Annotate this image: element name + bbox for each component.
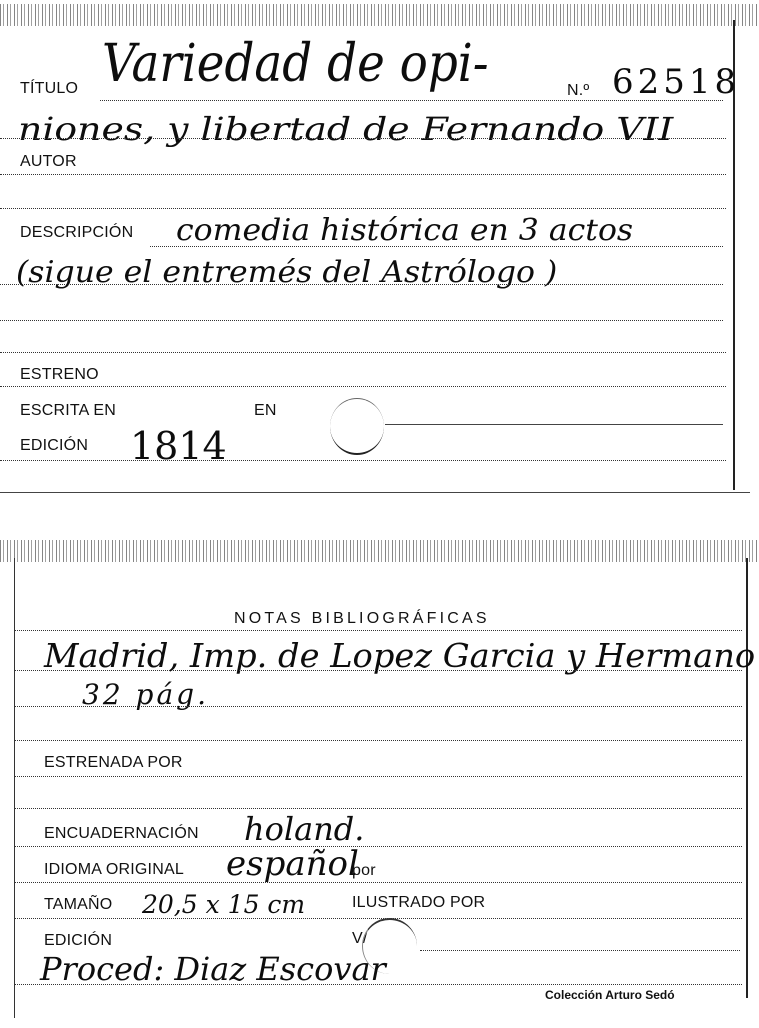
descripcion-line3 (0, 320, 723, 321)
descripcion-line (150, 246, 723, 247)
descripcion-label: DESCRIPCIÓN (20, 224, 134, 241)
faded-stamp (330, 398, 384, 455)
edicion2-line (420, 950, 740, 951)
estrenada-line2 (14, 808, 742, 809)
procedencia-handwritten: Proced: Diaz Escovar (40, 950, 386, 988)
card-bottom-edge-speckle (0, 540, 759, 562)
notas-bibliograficas-heading: NOTAS BIBLIOGRÁFICAS (234, 610, 490, 627)
en-label: EN (254, 402, 277, 419)
autor-line2 (0, 208, 726, 209)
notas-line1 (14, 630, 742, 631)
escrita-en-line (385, 424, 723, 425)
descripcion-line2 (0, 284, 723, 285)
descripcion-handwritten-line1: comedia histórica en 3 actos (176, 213, 634, 248)
numero-handwritten: 62518 (612, 62, 741, 102)
estrenada-line (14, 776, 742, 777)
descripcion-line4 (0, 352, 726, 353)
v-label: V/ (352, 930, 368, 947)
card2-right-edge (746, 558, 748, 998)
coleccion-footer: Colección Arturo Sedó (545, 988, 675, 1002)
notas-handwritten-line2: 32 pág. (82, 678, 209, 711)
descripcion-handwritten-line2: (sigue el entremés del Astrólogo ) (16, 255, 558, 290)
notas-line2 (14, 670, 742, 671)
notas-line3 (14, 706, 742, 707)
edicion-label-2: EDICIÓN (44, 932, 113, 949)
idioma-original-label: IDIOMA ORIGINAL (44, 861, 184, 878)
escrita-en-label: ESCRITA EN (20, 402, 116, 419)
notas-handwritten-line1: Madrid, Imp. de Lopez Garcia y Hermano (44, 636, 756, 675)
catalog-card-top (0, 0, 759, 495)
tamano-line (14, 918, 742, 919)
estreno-label: ESTRENO (20, 366, 99, 383)
por-label: por (352, 862, 376, 879)
idioma-line (14, 882, 742, 883)
card-top-edge-speckle (0, 4, 759, 26)
autor-line (0, 174, 726, 175)
estreno-line (0, 386, 726, 387)
estrenada-por-label: ESTRENADA POR (44, 754, 183, 771)
encuadernacion-label: ENCUADERNACIÓN (44, 825, 199, 842)
tamano-handwritten: 20,5 x 15 cm (142, 890, 306, 919)
edicion-label: EDICIÓN (20, 437, 89, 454)
titulo-line2 (0, 138, 726, 139)
titulo-line (100, 100, 723, 101)
idioma-handwritten: español (226, 844, 359, 884)
card-bottom-edge (0, 492, 750, 493)
titulo-label: TÍTULO (20, 80, 79, 97)
card2-left-edge (14, 558, 15, 1018)
notas-line4 (14, 740, 742, 741)
encuadernacion-line (14, 846, 742, 847)
edicion-line (0, 460, 726, 461)
titulo-handwritten-line2: niones, y libertad de Fernando VII (18, 110, 674, 148)
autor-label: AUTOR (20, 153, 77, 170)
numero-label: N.º (567, 82, 590, 99)
encuadernacion-handwritten: holand. (244, 810, 365, 848)
titulo-handwritten-line1: Variedad de opi- (102, 34, 489, 94)
procedencia-line (14, 984, 742, 985)
catalog-card-bottom (0, 538, 759, 1028)
tamano-label: TAMAÑO (44, 896, 113, 913)
edicion-handwritten: 1814 (130, 424, 227, 468)
ilustrado-por-label: ILUSTRADO POR (352, 894, 486, 911)
